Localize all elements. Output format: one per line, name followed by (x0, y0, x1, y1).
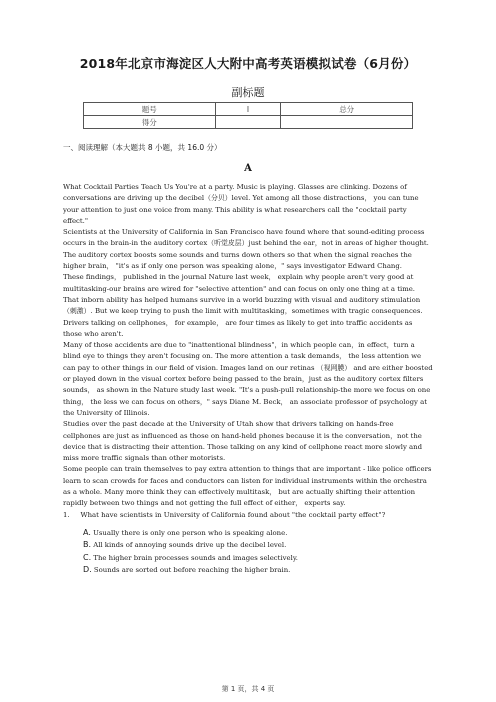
score-table (83, 102, 413, 129)
option-b[interactable] (83, 539, 433, 552)
score-cell-section: I (215, 103, 281, 116)
option-text: The higher brain processes sounds and images selectively. (93, 553, 298, 562)
option-text: All kinds of annoying sounds drive up the decibel level. (93, 541, 287, 550)
option-key: A. (83, 527, 91, 537)
paragraph: Studies over the past decade at the University of Utah show that drivers talking on hands-free cellphones are just as influenced as those on hand-held phones because it is the conversation，not the device that is distracting their attention. Those talking on any kind of cellphone react more slowly and miss more traffic signals than other motorists. (63, 420, 423, 463)
paragraph: Many of those accidents are due to "inattentional blindness"，in which people can，in effect，turn a blind eye to things they aren't focusing on. The more attention a task demands， the less attention we can pay to other things in our field of vision. Images land on our retinas （视网膜） and are either boosted or played down in the visual cortex before being passed to the brain，just as the auditory cortex filters sounds， as shown in the Nature study last week. "It's a push-pull relationship-the more we focus on one thing， the less we can focus on others，" says Diane M. Beck， an associate professor of psychology at the University of Illinois. (63, 341, 433, 417)
score-cell-label: 题号 (84, 103, 216, 116)
paragraph: Some people can train themselves to pay extra attention to things that are important - like police officers learn to scan crowds for faces and conductors can listen for individual instruments within the orchestra as a whole. Many more think they can effectively multitask， but are actually shifting their attention rapidly between two things and not getting the full effect of either， experts say. (63, 465, 432, 508)
option-d[interactable] (83, 564, 433, 577)
option-key: C. (83, 552, 92, 562)
question-1 (63, 510, 433, 521)
score-table-header-row (84, 103, 413, 116)
paragraph: What Cocktail Parties Teach Us You're at a party. Music is playing. Glasses are clinking. Dozens of conversations are driving up the decibel（分贝）level. Yet among all those distractions， you can tune your attention to just one voice from many. This ability is what researchers call the "cocktail party effect." (63, 183, 419, 225)
option-key: D. (83, 565, 92, 575)
score-cell-score-label: 得分 (84, 116, 216, 129)
paragraph: These findings， published in the journal Nature last week， explain why people aren't very good at multitasking-our brains are wired for "selective attention" and can focus on only one thing at a time. That inborn ability has helped humans survive in a world buzzing with visual and auditory stimulation （刺激）. But we keep trying to push the limit with multitasking，sometimes with tragic consequences. Drivers talking on cellphones， for example， are four times as likely to get into traffic accidents as those who aren't. (63, 273, 423, 338)
section-heading: 一、阅读理解（本大题共 8 小题，共 16.0 分） (63, 143, 222, 152)
passage-letter: A (244, 163, 252, 174)
option-text: Usually there is only one person who is speaking alone. (93, 528, 288, 537)
option-c[interactable] (83, 552, 433, 565)
page-subtitle: 副标题 (231, 86, 265, 99)
option-a[interactable] (83, 527, 433, 540)
score-cell-total: 总分 (281, 103, 413, 116)
question-number: 1. (63, 510, 70, 519)
score-table-score-row (84, 116, 413, 129)
option-key: B. (83, 540, 92, 550)
option-text: Sounds are sorted out before reaching the higher brain. (93, 566, 291, 575)
page-footer: 第 1 页，共 4 页 (221, 685, 275, 693)
score-cell-total-score (281, 116, 413, 129)
score-cell-section-score (215, 116, 281, 129)
question-options (63, 527, 433, 577)
passage-body (63, 182, 433, 577)
paragraph: Scientists at the University of California in San Francisco have found where that sound-editing process occurs in the brain-in the auditory cortex（听觉皮层）just behind the ear，not in areas of higher thought. The auditory cortex boosts some sounds and turns down others so that when the signal reaches the higher brain， "it's as if only one person was speaking alone，" says investigator Edward Chang. (63, 228, 429, 271)
page-title: 2018年北京市海淀区人大附中高考英语模拟试卷（6月份） (79, 56, 417, 71)
question-text: What have scientists in University of California found about "the cocktail party effect"? (80, 510, 386, 519)
